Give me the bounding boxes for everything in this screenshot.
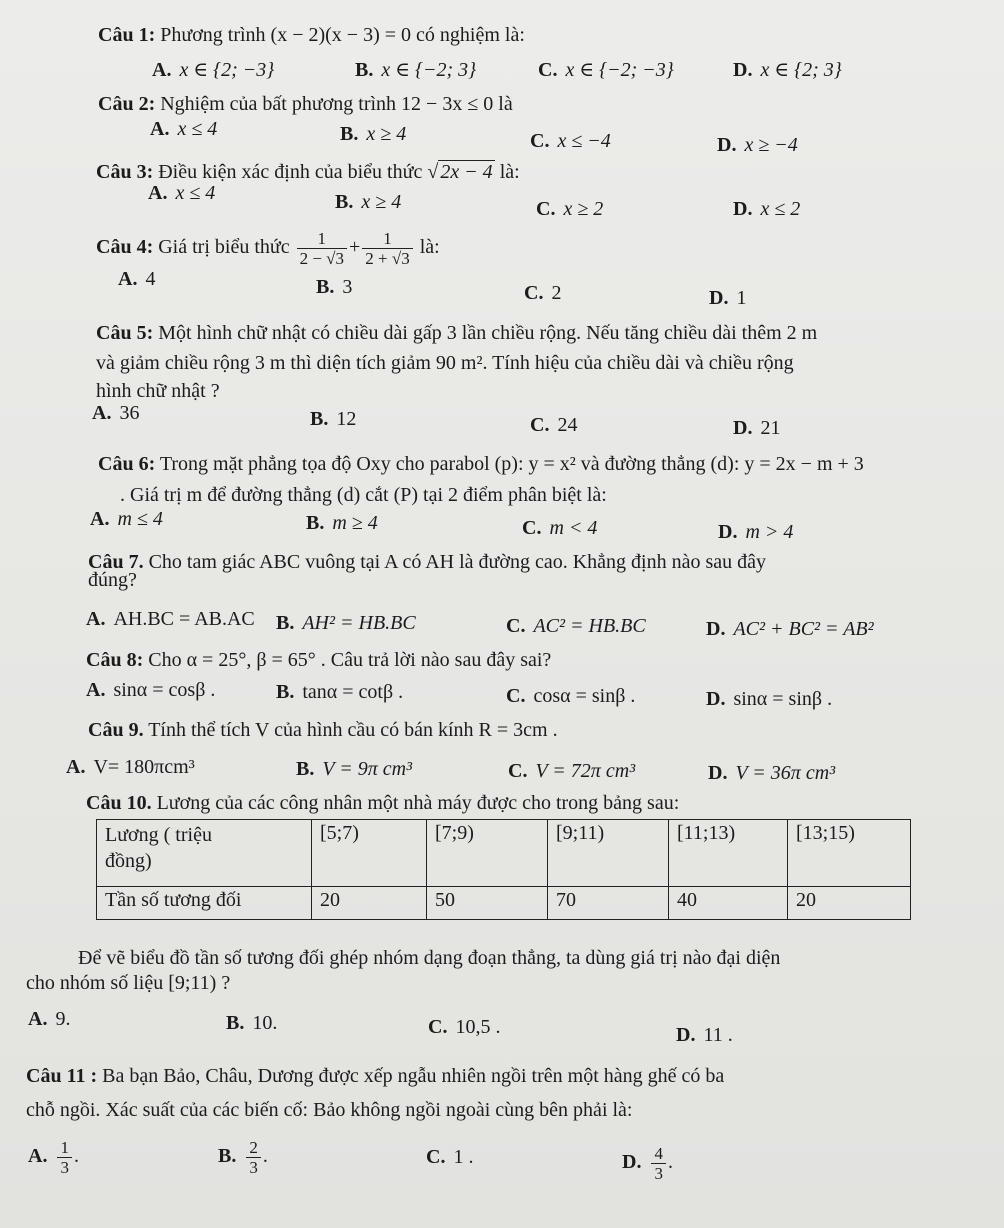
option-a: A. m ≤ 4 xyxy=(90,508,163,530)
frequency-table xyxy=(96,819,911,920)
option-c: C. cosα = sinβ . xyxy=(506,685,636,707)
option-a: A. x ≤ 4 xyxy=(150,118,218,140)
option-b: B. x ∈ {−2; 3} xyxy=(355,59,477,81)
option-c: C. x ∈ {−2; −3} xyxy=(538,59,674,81)
question-7-line-2: đúng? xyxy=(88,569,137,591)
table-cell: [13;15) xyxy=(788,820,911,887)
fraction-1: $\frac{1}{2 - √3}$ xyxy=(297,229,347,268)
question-label: Câu 4: xyxy=(96,236,154,258)
question-label: Câu 3: xyxy=(96,161,154,183)
question-11-line-2: chỗ ngồi. Xác suất của các biến cố: Bảo không ngồi ngoài cùng bên phải là: xyxy=(26,1099,633,1121)
question-label: Câu 9. xyxy=(88,719,144,741)
question-6: Câu 6: Trong mặt phẳng tọa độ Oxy cho parabol (p): y = x² và đường thẳng (d): y = 2x − m + 3 xyxy=(98,453,864,475)
question-label: Câu 8: xyxy=(86,649,144,671)
sqrt-symbol: √ xyxy=(427,161,439,183)
question-1 xyxy=(98,22,525,48)
option-c: C. 2 xyxy=(524,282,562,304)
option-c: C. 10,5 . xyxy=(428,1016,501,1038)
option-a: A. x ≤ 4 xyxy=(148,182,216,204)
table-cell: [9;11) xyxy=(548,820,669,887)
option-d: D. V = 36π cm³ xyxy=(708,762,836,784)
option-d: D. AC² + BC² = AB² xyxy=(706,618,874,640)
question-text: Phương trình (x − 2)(x − 3) = 0 có nghiệm là: xyxy=(160,24,525,46)
question-3: Câu 3: Điều kiện xác định của biểu thức √ 2x − 4 là: xyxy=(96,161,520,183)
table-cell: [7;9) xyxy=(427,820,548,887)
option-a: A. sinα = cosβ . xyxy=(86,679,216,701)
option-c: C. 24 xyxy=(530,414,578,436)
option-b: B. 3 xyxy=(316,276,353,298)
table-row xyxy=(97,887,911,920)
question-label: Câu 10. xyxy=(86,792,152,814)
option-d: D. m > 4 xyxy=(718,521,794,543)
table-cell: 40 xyxy=(669,887,788,920)
option-a: A. 36 xyxy=(92,402,140,424)
option-b: B. m ≥ 4 xyxy=(306,512,378,534)
option-a: A. $\frac{1}{3}$ . xyxy=(28,1137,79,1177)
question-2 xyxy=(98,91,513,117)
fraction-2: $\frac{1}{2 + √3}$ xyxy=(362,229,412,268)
option-b: B. V = 9π cm³ xyxy=(296,758,413,780)
option-d: D. sinα = sinβ . xyxy=(706,688,833,710)
question-10-line-after-1: Để vẽ biểu đồ tần số tương đối ghép nhóm dạng đoạn thẳng, ta dùng giá trị nào đại diện xyxy=(78,947,781,969)
option-c: C. 1 . xyxy=(426,1146,474,1168)
option-c: C. AC² = HB.BC xyxy=(506,615,646,637)
table-header-cell: Tần số tương đối xyxy=(97,887,312,920)
question-9: Câu 9. Tính thể tích V của hình cầu có bán kính R = 3cm . xyxy=(88,719,558,741)
question-label: Câu 2: xyxy=(98,93,156,115)
option-b: B. $\frac{2}{3}$ . xyxy=(218,1137,268,1177)
option-b: B. 12 xyxy=(310,408,357,430)
option-a: A. 9. xyxy=(28,1008,71,1030)
option-d: D. 1 xyxy=(709,287,747,309)
question-7: Câu 7. Cho tam giác ABC vuông tại A có AH là đường cao. Khẳng định nào sau đây xyxy=(88,551,767,573)
table-cell: [11;13) xyxy=(669,820,788,887)
table-cell: 50 xyxy=(427,887,548,920)
question-8: Câu 8: Cho α = 25°, β = 65° . Câu trả lời nào sau đây sai? xyxy=(86,649,552,671)
option-a: A. AH.BC = AB.AC xyxy=(86,608,255,630)
option-d: D. x ≤ 2 xyxy=(733,198,801,220)
question-4: Câu 4: Giá trị biểu thức $\frac{1}{2 - √3}$ + $\frac{1}{2 + √3}$ là: xyxy=(96,228,440,268)
table-cell: 20 xyxy=(788,887,911,920)
option-c: C. x ≥ 2 xyxy=(536,198,604,220)
question-label: Câu 6: xyxy=(98,453,156,475)
option-d: D. $\frac{4}{3}$ . xyxy=(622,1143,673,1183)
table-cell: 70 xyxy=(548,887,669,920)
option-b: B. AH² = HB.BC xyxy=(276,612,416,634)
question-5-line-3: hình chữ nhật ? xyxy=(96,380,220,402)
option-b: B. tanα = cotβ . xyxy=(276,681,404,703)
option-d: D. x ≥ −4 xyxy=(717,134,798,156)
question-5-line-2: và giảm chiều rộng 3 m thì diện tích giảm 90 m². Tính hiệu của chiều dài và chiều rộng xyxy=(96,352,794,374)
option-a: A. 4 xyxy=(118,268,156,290)
question-label: Câu 11 : xyxy=(26,1065,98,1087)
option-c: C. x ≤ −4 xyxy=(530,130,611,152)
option-d: D. 11 . xyxy=(676,1024,733,1046)
option-c: C. V = 72π cm³ xyxy=(508,760,636,782)
sqrt-expression: 2x − 4 xyxy=(440,161,493,183)
question-10-line-after-2: cho nhóm số liệu [9;11) ? xyxy=(26,972,231,994)
table-row xyxy=(97,820,911,887)
option-b: B. x ≥ 4 xyxy=(335,191,402,213)
table-header-cell: Lương ( triệu đồng) xyxy=(97,820,312,887)
question-label: Câu 7. xyxy=(88,551,144,573)
question-text: Nghiệm của bất phương trình 12 − 3x ≤ 0 là xyxy=(160,93,513,115)
table-cell: 20 xyxy=(312,887,427,920)
table-cell: [5;7) xyxy=(312,820,427,887)
option-c: C. m < 4 xyxy=(522,517,598,539)
question-5: Câu 5: Một hình chữ nhật có chiều dài gấp 3 lần chiều rộng. Nếu tăng chiều dài thêm 2 m xyxy=(96,322,818,344)
option-a: A. V= 180πcm³ xyxy=(66,756,195,778)
question-label: Câu 5: xyxy=(96,322,154,344)
option-d: D. x ∈ {2; 3} xyxy=(733,59,842,81)
question-label: Câu 1: xyxy=(98,24,156,46)
option-b: B. 10. xyxy=(226,1012,278,1034)
question-10: Câu 10. Lương của các công nhân một nhà máy được cho trong bảng sau: xyxy=(86,792,680,814)
option-d: D. 21 xyxy=(733,417,781,439)
option-b: B. x ≥ 4 xyxy=(340,123,407,145)
question-6-line-2: . Giá trị m để đường thẳng (d) cắt (P) tại 2 điểm phân biệt là: xyxy=(120,484,607,506)
option-a: A. x ∈ {2; −3} xyxy=(152,59,275,81)
question-11: Câu 11 : Ba bạn Bảo, Châu, Dương được xếp ngẫu nhiên ngồi trên một hàng ghế có ba xyxy=(26,1065,725,1087)
